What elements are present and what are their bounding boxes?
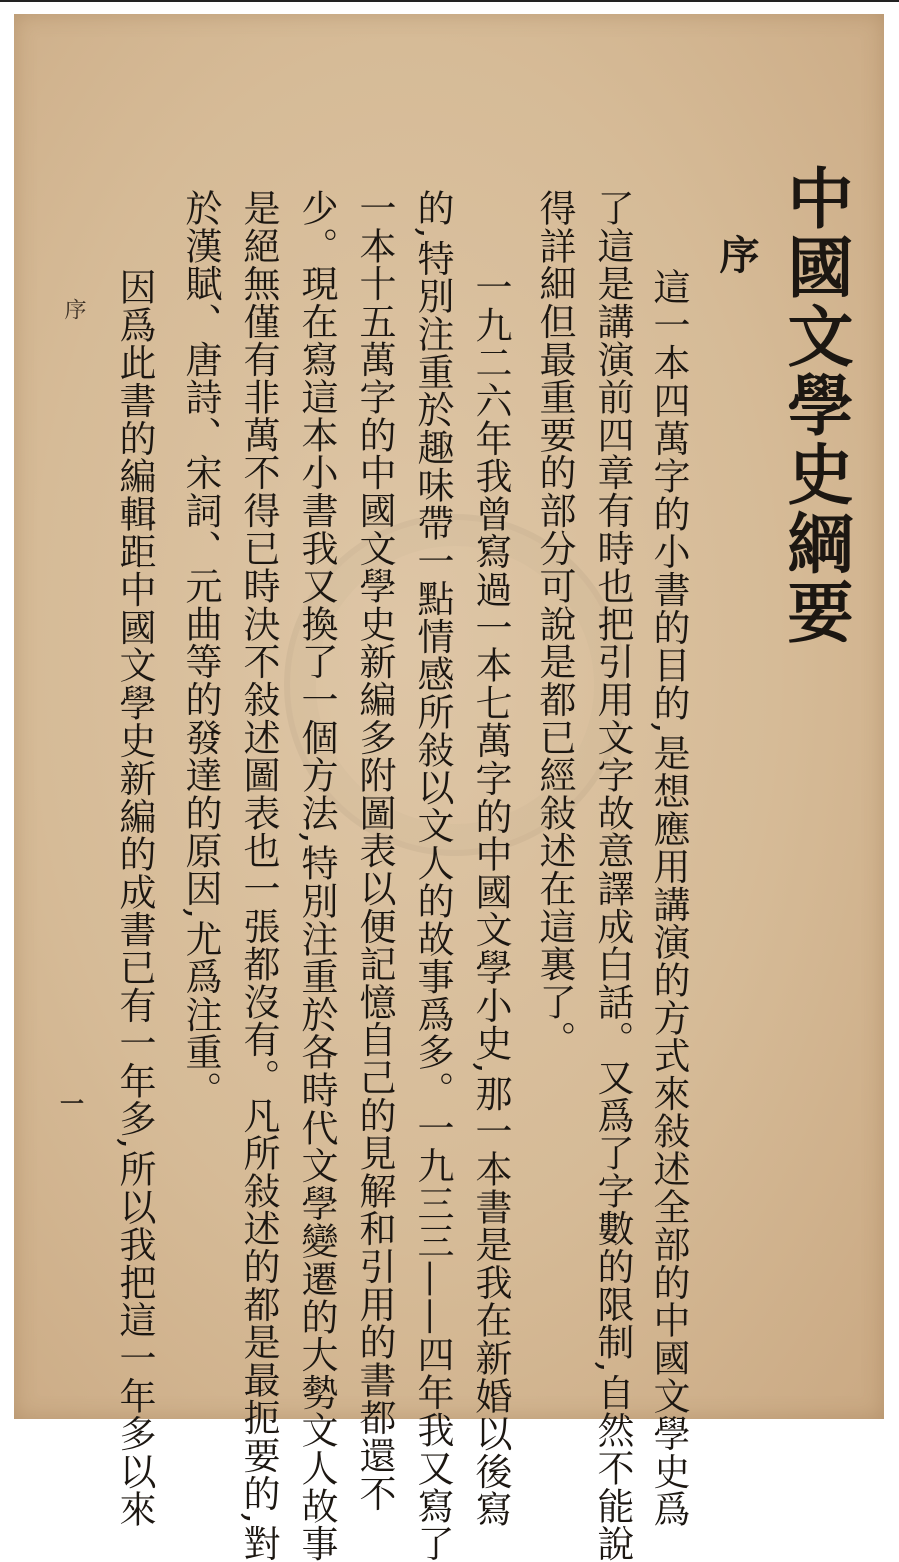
text-column-7: 少。現在寫這本小書我又換了一個方法,特別注重於各時代文學變遷的大勢文人故事 bbox=[295, 189, 338, 1562]
text-column-9: 於漢賦、唐詩、宋詞、元曲等的發達的原因,尤爲注重。 bbox=[179, 189, 222, 1109]
text-column-10: 因爲此書的編輯距中國文學史新編的成書已有一年多,所以我把這一年多以來 bbox=[113, 268, 156, 1528]
running-header-label: 序 bbox=[61, 298, 86, 320]
text-column-1: 這一本四萬字的小書的目的,是想應用講演的方式來敍述全部的中國文學史爲 bbox=[647, 268, 690, 1528]
text-column-8: 是絕無僅有非萬不得已時決不敍述圖表也一張都沒有。凡所敍述的都是最扼要的,對 bbox=[237, 189, 280, 1562]
text-column-6: 一本十五萬字的中國文學史新編多附圖表以便記憶自己的見解和引用的書都還不 bbox=[353, 189, 396, 1512]
text-column-5: 的,特別注重於趣味帶一點情感所敍以文人的故事爲多。一九三三——四年我又寫了 bbox=[411, 189, 454, 1562]
page-number: 一 bbox=[60, 1089, 84, 1118]
text-column-3: 得詳細但最重要的部分可說是都已經敍述在這裏了。 bbox=[533, 189, 576, 1059]
text-column-2: 了這是講演前四章有時也把引用文字故意譯成白話。又爲了字數的限制,自然不能說 bbox=[591, 189, 634, 1562]
page-title: 中國文學史綱要 bbox=[776, 164, 854, 647]
text-column-4: 一九二六年我曾寫過一本七萬字的中國文學小史,那一本書是我在新婚以後寫 bbox=[469, 268, 512, 1528]
book-page bbox=[14, 14, 884, 1562]
top-border-line bbox=[0, 0, 899, 2]
section-heading: 序 bbox=[713, 234, 760, 274]
